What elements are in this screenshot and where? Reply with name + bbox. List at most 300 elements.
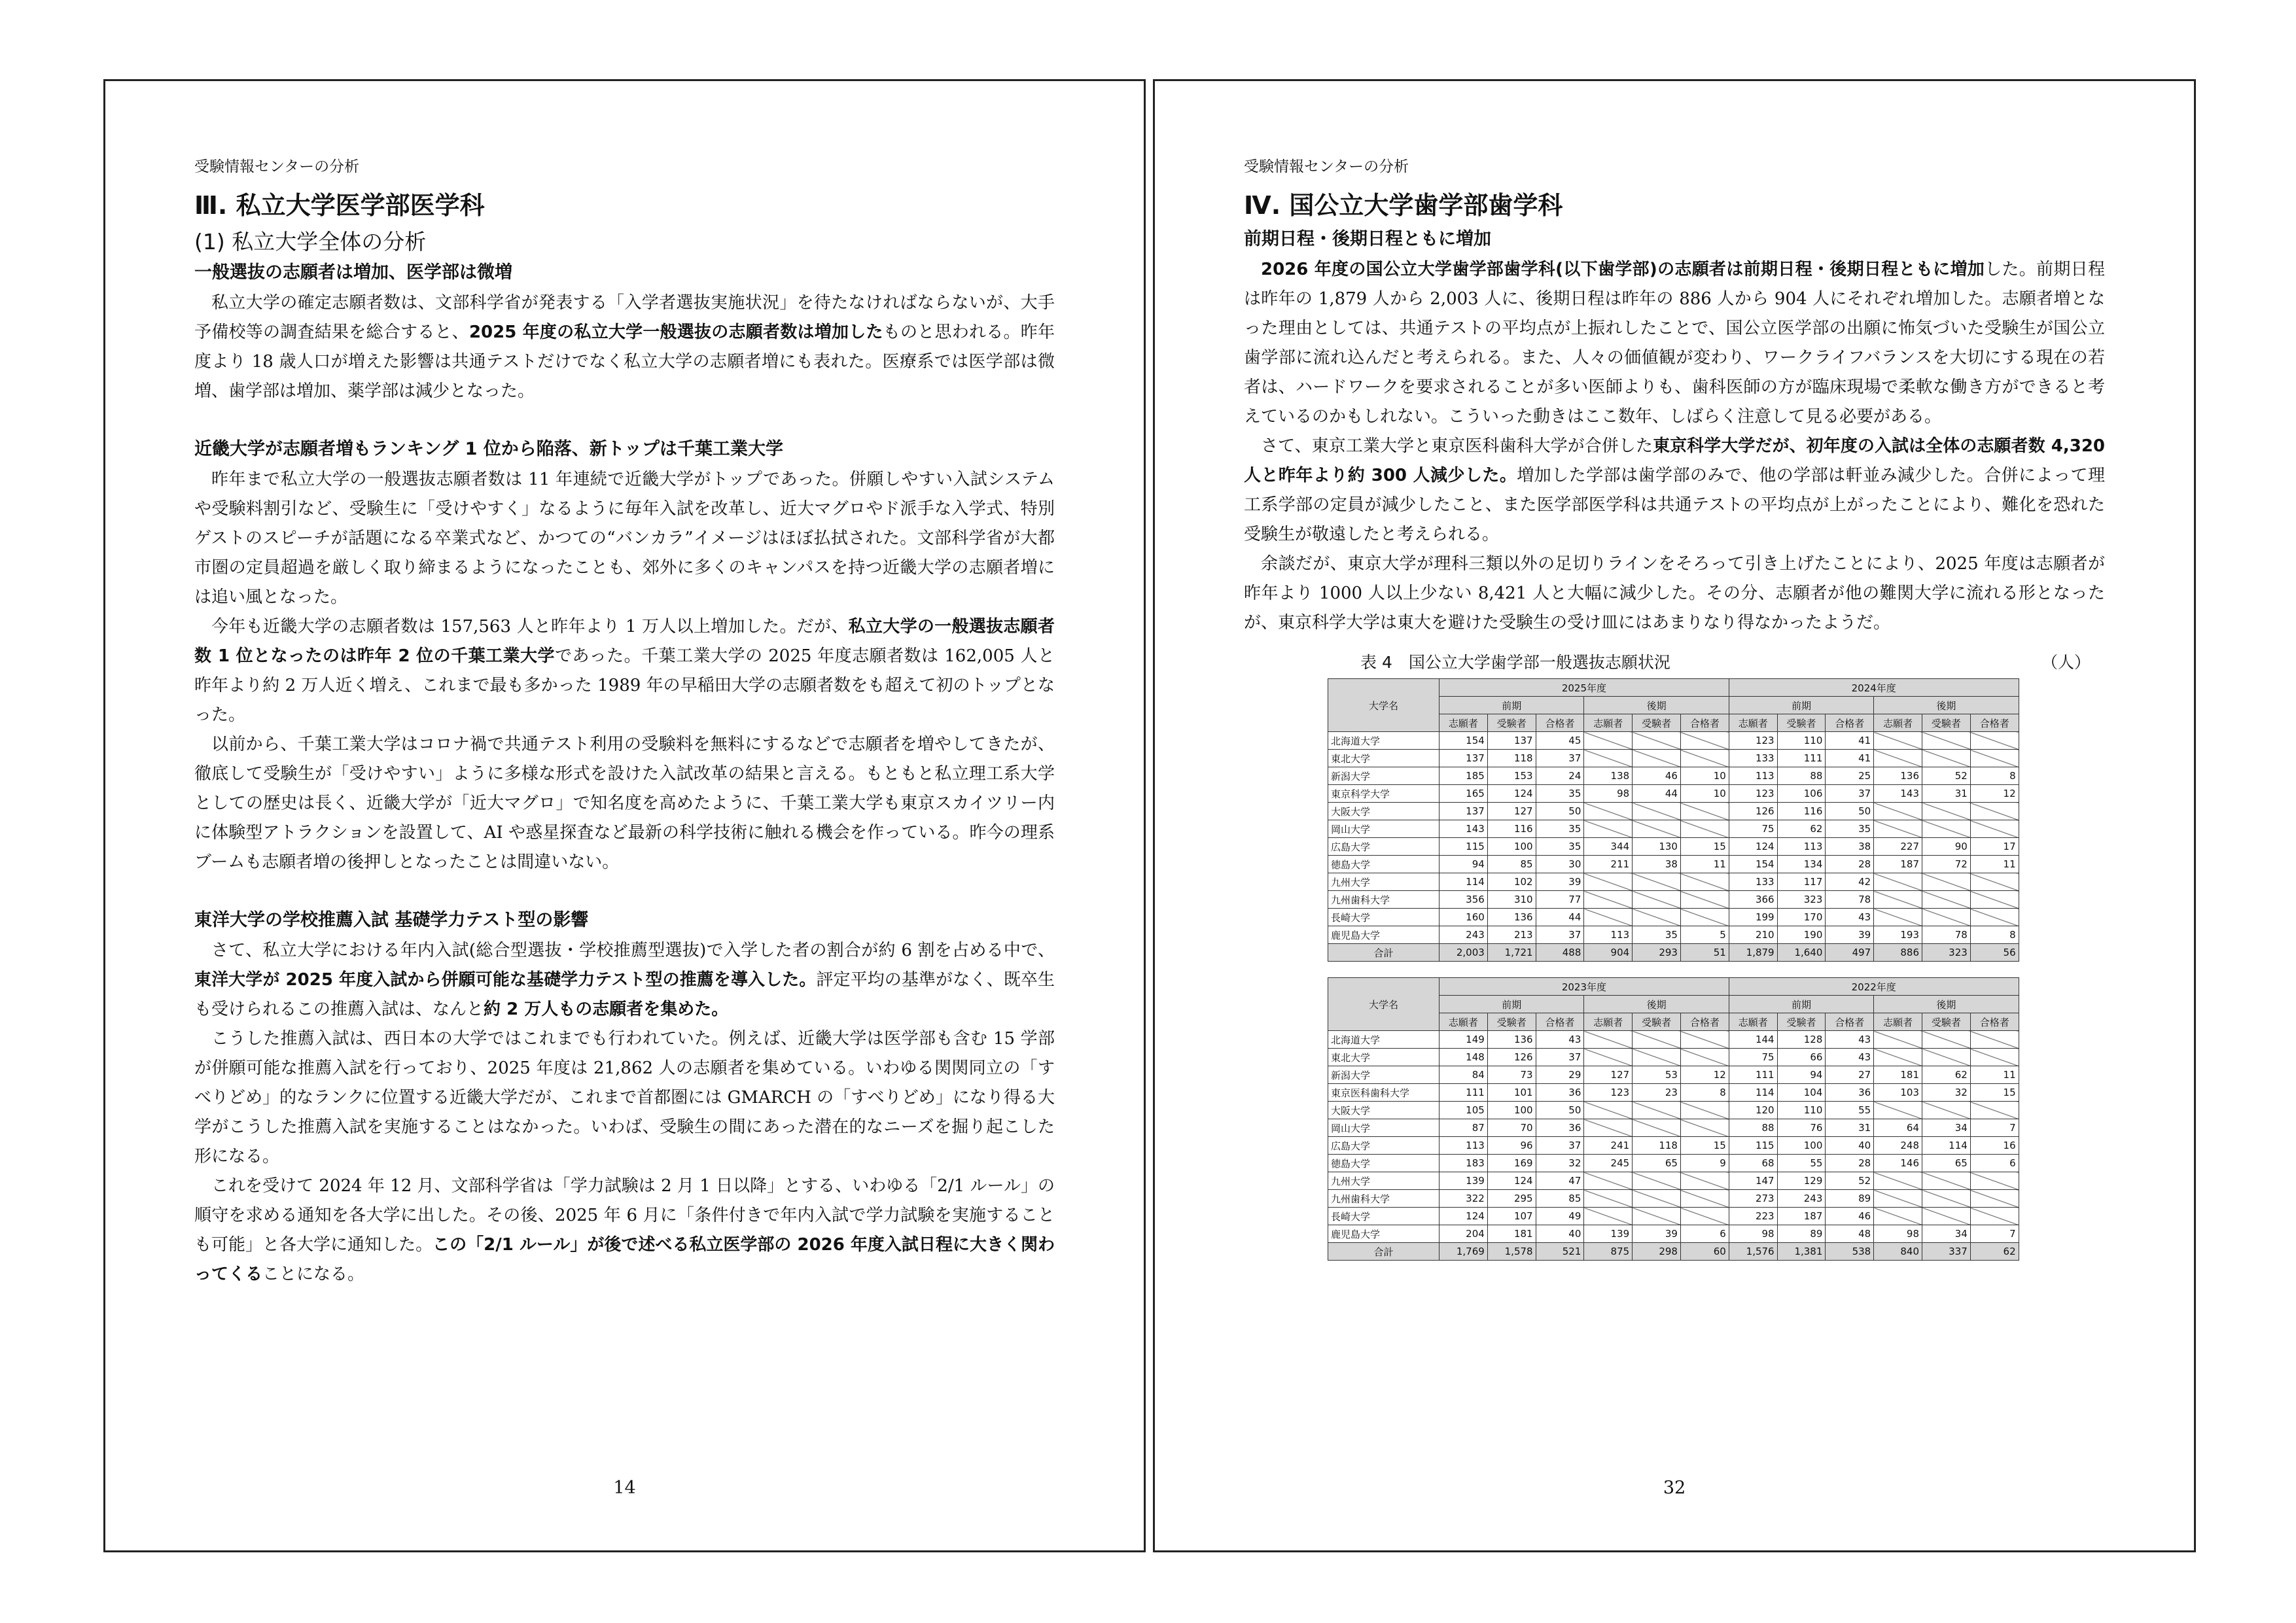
table-row [1328,838,2019,856]
count-cell: 7 [1970,1225,2019,1243]
count-cell: 169 [1487,1155,1536,1172]
empty-cell [1680,803,1729,820]
empty-cell [1922,891,1971,909]
count-cell: 1,879 [1729,944,1777,962]
text-run: 今年も近畿大学の志願者数は 157,563 人と昨年より 1 万人以上増加した。だが、 [211,617,849,637]
count-cell: 115 [1439,838,1488,856]
count-cell: 8 [1680,1084,1729,1102]
count-cell: 102 [1487,873,1536,891]
table-row [1328,1137,2019,1155]
empty-cell [1680,1172,1729,1190]
count-cell: 124 [1729,838,1777,856]
empty-cell [1584,909,1633,926]
empty-cell [1970,909,2019,926]
count-cell: 94 [1777,1066,1826,1084]
table-row [1328,856,2019,873]
empty-cell [1874,1172,1922,1190]
count-cell: 100 [1777,1137,1826,1155]
count-cell: 62 [1970,1243,2019,1261]
count-cell: 133 [1729,873,1777,891]
empty-cell [1922,1208,1971,1225]
count-cell: 1,576 [1729,1243,1777,1261]
empty-cell [1970,1208,2019,1225]
header-count-type: 志願者 [1874,1013,1922,1031]
count-cell: 50 [1536,1102,1584,1119]
header-count-type: 合格者 [1680,1013,1729,1031]
empty-cell [1874,873,1922,891]
header-year: 2024年度 [1729,679,2019,697]
count-cell: 337 [1922,1243,1971,1261]
count-cell: 50 [1826,803,1874,820]
count-cell: 886 [1874,944,1922,962]
bold-text-run: 2026 年度の国公立大学歯学部歯学科(以下歯学部)の志願者は前期日程・後期日程ともに増加 [1261,260,1985,279]
empty-cell [1584,1102,1633,1119]
empty-cell [1922,1102,1971,1119]
table-row [1328,820,2019,838]
count-cell: 114 [1729,1084,1777,1102]
count-cell: 77 [1536,891,1584,909]
header-year: 2022年度 [1729,978,2019,996]
count-cell: 123 [1729,785,1777,803]
count-cell: 241 [1584,1137,1633,1155]
header-count-type: 受験者 [1922,1013,1971,1031]
count-cell: 248 [1874,1137,1922,1155]
header-zenki: 前期 [1729,697,1873,714]
empty-cell [1970,820,2019,838]
empty-cell [1874,820,1922,838]
table-row [1328,1208,2019,1225]
empty-cell [1633,909,1681,926]
header-zenki: 前期 [1439,996,1584,1013]
empty-cell [1633,820,1681,838]
count-cell: 23 [1633,1084,1681,1102]
count-cell: 8 [1970,767,2019,785]
count-cell: 51 [1680,944,1729,962]
count-cell: 98 [1874,1225,1922,1243]
count-cell: 49 [1536,1208,1584,1225]
count-cell: 153 [1487,767,1536,785]
count-cell: 10 [1680,785,1729,803]
empty-cell [1874,732,1922,750]
empty-cell [1633,873,1681,891]
count-cell: 45 [1536,732,1584,750]
count-cell: 41 [1826,750,1874,767]
count-cell: 488 [1536,944,1584,962]
count-cell: 35 [1536,820,1584,838]
empty-cell [1970,732,2019,750]
count-cell: 113 [1729,767,1777,785]
count-cell: 84 [1439,1066,1488,1084]
right-paragraph-3 [1244,550,2105,638]
empty-cell [1922,1031,1971,1049]
count-cell: 53 [1633,1066,1681,1084]
count-cell: 104 [1777,1084,1826,1102]
count-cell: 78 [1826,891,1874,909]
header-count-type: 合格者 [1680,714,1729,732]
empty-cell [1633,891,1681,909]
count-cell: 875 [1584,1243,1633,1261]
empty-cell [1680,1119,1729,1137]
empty-cell [1874,1102,1922,1119]
count-cell: 137 [1439,750,1488,767]
applicants-table-2023-2022 [1328,977,2019,1261]
count-cell: 43 [1536,1031,1584,1049]
left-paragraph-5 [194,936,1055,1024]
header-count-type: 志願者 [1584,714,1633,732]
university-name: 岡山大学 [1328,1119,1439,1137]
empty-cell [1584,1049,1633,1066]
university-name: 北海道大学 [1328,732,1439,750]
left-paragraph-4 [194,730,1055,877]
university-name: 合計 [1328,944,1439,962]
count-cell: 15 [1970,1084,2019,1102]
count-cell: 149 [1439,1031,1488,1049]
count-cell: 139 [1584,1225,1633,1243]
count-cell: 40 [1826,1137,1874,1155]
count-cell: 128 [1777,1031,1826,1049]
text-run: 余談だが、東京大学が理科三類以外の足切りラインをそろって引き上げたことにより、2025 年度は志願者が昨年より 1000 人以上少ない 8,421 人と大幅に減少した。その分、志願者が他の難関大学に流れる形となったが、東京科学大学は東大を避けた受験生の受け皿にはあまりなり得なかったようだ。 [1244,554,2105,633]
count-cell: 115 [1729,1137,1777,1155]
text-run: 増加した学部は歯学部のみで、他の学部は軒並み減少した。合併によって理工系学部の定員が減少したこと、また医学部医学科は共通テストの平均点が上がったことにより、難化を恐れた受験生が敬遠したと考えられる。 [1244,466,2105,544]
empty-cell [1584,1031,1633,1049]
header-count-type: 受験者 [1487,1013,1536,1031]
count-cell: 143 [1439,820,1488,838]
count-cell: 147 [1729,1172,1777,1190]
count-cell: 146 [1874,1155,1922,1172]
count-cell: 124 [1487,1172,1536,1190]
count-cell: 15 [1680,1137,1729,1155]
university-name: 新潟大学 [1328,767,1439,785]
header-count-type: 受験者 [1633,1013,1681,1031]
table-row [1328,1031,2019,1049]
university-name: 新潟大学 [1328,1066,1439,1084]
count-cell: 497 [1826,944,1874,962]
table-row [1328,767,2019,785]
header-count-type: 志願者 [1874,714,1922,732]
count-cell: 211 [1584,856,1633,873]
empty-cell [1680,1208,1729,1225]
count-cell: 110 [1777,732,1826,750]
count-cell: 78 [1922,926,1971,944]
university-name: 北海道大学 [1328,1031,1439,1049]
count-cell: 310 [1487,891,1536,909]
empty-cell [1922,1172,1971,1190]
empty-cell [1922,1049,1971,1066]
header-count-type: 合格者 [1970,1013,2019,1031]
count-cell: 10 [1680,767,1729,785]
count-cell: 116 [1487,820,1536,838]
empty-cell [1874,803,1922,820]
empty-cell [1970,891,2019,909]
empty-cell [1633,803,1681,820]
count-cell: 75 [1729,820,1777,838]
count-cell: 76 [1777,1119,1826,1137]
text-run: 昨年まで私立大学の一般選抜志願者数は 11 年連続で近畿大学がトップであった。併願しやすい入試システムや受験料割引など、受験生に「受けやすく」なるように毎年入試を改革し、近大マグロやド派手な入学式、特別ゲストのスピーチが話題になる卒業式など、かつての“バンカラ”イメージはほぼ払拭された。文部科学省が大都市圏の定員超過を厳しく取り締まるようになったことも、郊外に多くのキャンパスを持つ近畿大学の志願者増には追い風となった。 [194,470,1055,607]
count-cell: 5 [1680,926,1729,944]
university-name: 東京医科歯科大学 [1328,1084,1439,1102]
count-cell: 88 [1729,1119,1777,1137]
count-cell: 8 [1970,926,2019,944]
count-cell: 110 [1777,1102,1826,1119]
university-name: 徳島大学 [1328,1155,1439,1172]
count-cell: 113 [1777,838,1826,856]
count-cell: 55 [1777,1155,1826,1172]
count-cell: 1,769 [1439,1243,1488,1261]
count-cell: 85 [1536,1190,1584,1208]
empty-cell [1922,803,1971,820]
count-cell: 124 [1487,785,1536,803]
table-row [1328,1190,2019,1208]
count-cell: 298 [1633,1243,1681,1261]
empty-cell [1970,1049,2019,1066]
header-university: 大学名 [1328,978,1439,1031]
right-running-header: 受験情報センターの分析 [1244,158,1409,175]
count-cell: 88 [1777,767,1826,785]
count-cell: 113 [1439,1137,1488,1155]
count-cell: 2,003 [1439,944,1488,962]
total-row [1328,1243,2019,1261]
count-cell: 114 [1922,1137,1971,1155]
text-run: さて、私立大学における年内入試(総合型選抜・学校推薦型選抜)で入学した者の割合が約 6 割を占める中で、 [211,941,1055,960]
empty-cell [1633,1172,1681,1190]
empty-cell [1970,1102,2019,1119]
count-cell: 32 [1536,1155,1584,1172]
count-cell: 98 [1729,1225,1777,1243]
header-count-type: 受験者 [1777,1013,1826,1031]
count-cell: 65 [1922,1155,1971,1172]
count-cell: 66 [1777,1049,1826,1066]
count-cell: 126 [1729,803,1777,820]
count-cell: 137 [1487,732,1536,750]
university-name: 九州大学 [1328,873,1439,891]
count-cell: 36 [1536,1084,1584,1102]
table-unit: （人） [2041,653,2091,672]
university-name: 東京科学大学 [1328,785,1439,803]
empty-cell [1633,750,1681,767]
empty-cell [1633,1031,1681,1049]
table-row [1328,1102,2019,1119]
count-cell: 116 [1777,803,1826,820]
count-cell: 1,381 [1777,1243,1826,1261]
count-cell: 42 [1826,873,1874,891]
count-cell: 75 [1729,1049,1777,1066]
count-cell: 65 [1633,1155,1681,1172]
count-cell: 521 [1536,1243,1584,1261]
count-cell: 27 [1826,1066,1874,1084]
total-row [1328,944,2019,962]
count-cell: 43 [1826,1049,1874,1066]
count-cell: 143 [1874,785,1922,803]
university-name: 九州大学 [1328,1172,1439,1190]
count-cell: 40 [1536,1225,1584,1243]
count-cell: 47 [1536,1172,1584,1190]
empty-cell [1680,873,1729,891]
empty-cell [1922,820,1971,838]
bold-text-run: 約 2 万人もの志願者を集めた。 [484,1000,729,1019]
table-row [1328,803,2019,820]
count-cell: 187 [1874,856,1922,873]
empty-cell [1874,891,1922,909]
count-cell: 181 [1487,1225,1536,1243]
university-name: 九州歯科大学 [1328,1190,1439,1208]
empty-cell [1970,750,2019,767]
count-cell: 136 [1874,767,1922,785]
empty-cell [1680,1031,1729,1049]
empty-cell [1680,732,1729,750]
count-cell: 101 [1487,1084,1536,1102]
count-cell: 183 [1439,1155,1488,1172]
empty-cell [1680,750,1729,767]
count-cell: 32 [1922,1084,1971,1102]
university-name: 東北大学 [1328,1049,1439,1066]
count-cell: 129 [1777,1172,1826,1190]
count-cell: 139 [1439,1172,1488,1190]
count-cell: 127 [1584,1066,1633,1084]
right-paragraph-2 [1244,432,2105,550]
count-cell: 60 [1680,1243,1729,1261]
left-page [103,79,1146,1552]
empty-cell [1584,803,1633,820]
university-name: 広島大学 [1328,1137,1439,1155]
empty-cell [1584,1172,1633,1190]
table-row [1328,1084,2019,1102]
count-cell: 118 [1633,1137,1681,1155]
header-count-type: 志願者 [1439,714,1488,732]
count-cell: 38 [1633,856,1681,873]
table-title: 表 4 国公立大学歯学部一般選抜志願状況 [1360,653,1670,672]
header-count-type: 志願者 [1439,1013,1488,1031]
count-cell: 227 [1874,838,1922,856]
count-cell: 111 [1777,750,1826,767]
right-heading-1: 前期日程・後期日程ともに増加 [1244,229,1491,249]
header-zenki: 前期 [1729,996,1873,1013]
empty-cell [1680,891,1729,909]
bold-text-run: この「2/1 ルール」が後で述べる私立医学部の 2026 年度入試日程に大きく関わってくる [194,1235,1055,1284]
count-cell: 185 [1439,767,1488,785]
count-cell: 127 [1487,803,1536,820]
count-cell: 43 [1826,1031,1874,1049]
count-cell: 25 [1826,767,1874,785]
text-run: であった。千葉工業大学の 2025 年度志願者数は 162,005 人と昨年より約 2 万人近く増え、これまで最も多かった 1989 年の早稲田大学の志願者数をも超えて初のトップとなった。 [194,646,1055,725]
text-run: した。前期日程は昨年の 1,879 人から 2,003 人に、後期日程は昨年の 886 人から 904 人にそれぞれ増加した。志願者増となった理由としては、共通テストの平均点が上振れしたことで、国公立医学部の出願に怖気づいた受験生が国公立歯学部に流れ込んだと考えられる。また、人々の価値観が変わり、ワークライフバランスを大切にする現在の若者は、ハードワークを要求されることが多い医師よりも、歯科医師の方が臨床現場で柔軟な働き方ができると考えているのかもしれない。こういった動きはここ数年、しばらく注意して見る必要がある。 [1244,260,2105,427]
header-count-type: 受験者 [1922,714,1971,732]
empty-cell [1874,1031,1922,1049]
count-cell: 62 [1922,1066,1971,1084]
table-row [1328,732,2019,750]
empty-cell [1922,873,1971,891]
count-cell: 210 [1729,926,1777,944]
empty-cell [1970,1031,2019,1049]
text-run: さて、東京工業大学と東京医科歯科大学が合併した [1261,436,1653,456]
count-cell: 223 [1729,1208,1777,1225]
header-count-type: 志願者 [1729,1013,1777,1031]
empty-cell [1584,1190,1633,1208]
count-cell: 190 [1777,926,1826,944]
empty-cell [1584,891,1633,909]
count-cell: 193 [1874,926,1922,944]
header-university: 大学名 [1328,679,1439,732]
count-cell: 136 [1487,909,1536,926]
count-cell: 213 [1487,926,1536,944]
count-cell: 48 [1826,1225,1874,1243]
count-cell: 148 [1439,1049,1488,1066]
count-cell: 31 [1922,785,1971,803]
count-cell: 90 [1922,838,1971,856]
count-cell: 39 [1826,926,1874,944]
count-cell: 87 [1439,1119,1488,1137]
count-cell: 123 [1729,732,1777,750]
empty-cell [1584,732,1633,750]
header-zenki: 前期 [1439,697,1584,714]
text-run: 私立大学の確定志願者数は、文部科学省が発表する「入学者選抜実施状況」を待たなければならないが、大手予備校等の調査結果を総合すると、 [194,293,1055,342]
empty-cell [1970,1172,2019,1190]
empty-cell [1874,750,1922,767]
count-cell: 39 [1536,873,1584,891]
table-row [1328,926,2019,944]
count-cell: 64 [1874,1119,1922,1137]
count-cell: 34 [1922,1119,1971,1137]
left-running-header: 受験情報センターの分析 [194,158,360,175]
empty-cell [1922,732,1971,750]
empty-cell [1874,1208,1922,1225]
text-run: 以前から、千葉工業大学はコロナ禍で共通テスト利用の受験料を無料にするなどで志願者を増やしてきたが、徹底して受験生が「受けやすい」ように多様な形式を設けた入試改革の結果と言える。もともと私立理工系大学としての歴史は長く、近畿大学が「近大マグロ」で知名度を高めたように、千葉工業大学も東京スカイツリー内に体験型アトラクションを設置して、AI や惑星探査など最新の科学技術に触れる機会を作っている。昨今の理系ブームも志願者増の後押しとなったことは間違いない。 [194,735,1055,872]
count-cell: 35 [1633,926,1681,944]
count-cell: 6 [1970,1155,2019,1172]
header-kouki: 後期 [1584,996,1729,1013]
left-paragraph-2 [194,465,1055,612]
count-cell: 118 [1487,750,1536,767]
left-heading-3: 東洋大学の学校推薦入試 基礎学力テスト型の影響 [194,910,589,930]
count-cell: 17 [1970,838,2019,856]
count-cell: 85 [1487,856,1536,873]
table-row [1328,1066,2019,1084]
count-cell: 38 [1826,838,1874,856]
count-cell: 31 [1826,1119,1874,1137]
header-kouki: 後期 [1584,697,1729,714]
count-cell: 126 [1487,1049,1536,1066]
count-cell: 100 [1487,838,1536,856]
right-paragraph-1 [1244,255,2105,432]
count-cell: 56 [1970,944,2019,962]
count-cell: 103 [1874,1084,1922,1102]
count-cell: 36 [1536,1119,1584,1137]
count-cell: 840 [1874,1243,1922,1261]
count-cell: 7 [1970,1119,2019,1137]
text-run: 評定平均の基準がなく、既卒生も受けられるこの推薦入試は、なんと [194,970,1055,1019]
empty-cell [1922,1190,1971,1208]
count-cell: 43 [1826,909,1874,926]
header-count-type: 合格者 [1826,1013,1874,1031]
count-cell: 124 [1439,1208,1488,1225]
university-name: 岡山大学 [1328,820,1439,838]
count-cell: 134 [1777,856,1826,873]
count-cell: 98 [1584,785,1633,803]
table-row [1328,1172,2019,1190]
table-row [1328,750,2019,767]
university-name: 九州歯科大学 [1328,891,1439,909]
count-cell: 62 [1777,820,1826,838]
count-cell: 28 [1826,856,1874,873]
count-cell: 154 [1729,856,1777,873]
count-cell: 245 [1584,1155,1633,1172]
count-cell: 15 [1680,838,1729,856]
left-page-content [194,154,1055,1289]
count-cell: 322 [1439,1190,1488,1208]
count-cell: 138 [1584,767,1633,785]
count-cell: 204 [1439,1225,1488,1243]
table-caption [1244,650,2105,676]
university-name: 合計 [1328,1243,1439,1261]
